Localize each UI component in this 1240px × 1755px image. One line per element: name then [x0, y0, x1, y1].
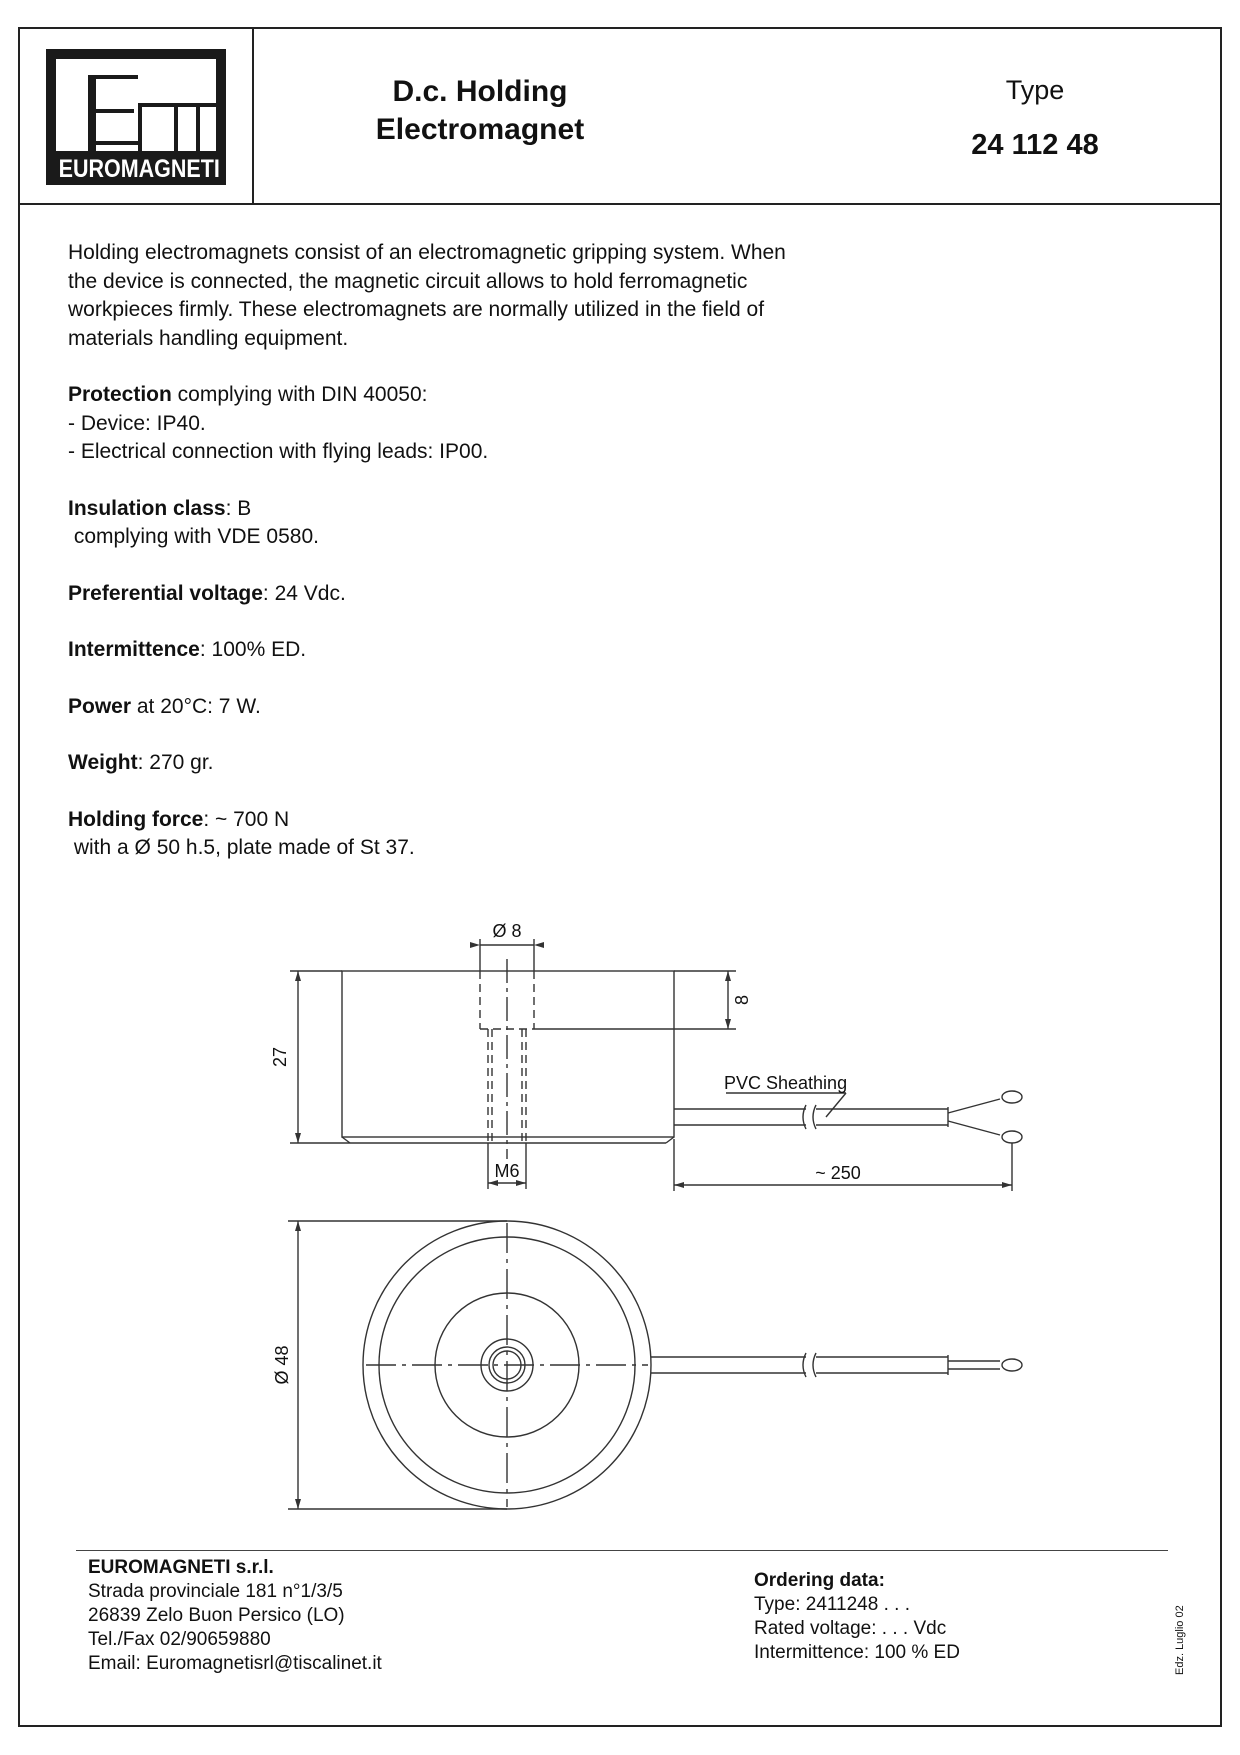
logo-text: EUROMAGNETI — [58, 155, 220, 183]
power-value: at 20°C: 7 W. — [131, 694, 261, 718]
side-view — [290, 939, 1022, 1191]
protection-text: complying with DIN 40050: — [171, 383, 428, 406]
top-view — [288, 1221, 1022, 1509]
edition-note: Edz. Luglio 02 — [1174, 1605, 1186, 1675]
type-value: 24 112 48 — [971, 129, 1099, 161]
dim-height: 27 — [270, 1046, 290, 1068]
dim-thread: M6 — [494, 1161, 520, 1181]
company-phone: Tel./Fax 02/90659880 — [88, 1629, 271, 1650]
force-label: Holding force — [68, 807, 204, 831]
company-address: 26839 Zelo Buon Persico (LO) — [88, 1605, 345, 1626]
voltage-section — [68, 580, 868, 609]
voltage-label: Preferential voltage — [68, 581, 263, 605]
insulation-section — [68, 495, 868, 552]
dim-diameter: Ø 48 — [272, 1345, 292, 1385]
force-section — [68, 806, 868, 863]
intermittence-value: : 100% ED. — [199, 638, 307, 661]
protection-section — [68, 381, 868, 467]
euromagneti-logo — [46, 49, 226, 185]
type-label: Type — [1005, 75, 1065, 105]
footer-divider — [76, 1550, 1168, 1551]
ordering-title: Ordering data: — [754, 1570, 885, 1591]
em-logo-icon — [46, 49, 226, 153]
force-value: : ~ 700 N — [203, 807, 290, 831]
ordering-voltage: Rated voltage: . . . Vdc — [754, 1618, 947, 1639]
insulation-value: : B — [225, 496, 252, 520]
header — [20, 29, 1220, 205]
logo-cell — [20, 29, 254, 203]
intro-paragraph: Holding electromagnets consist of an electromagnetic gripping system. When the device is connected, the magnetic circuit allows to hold ferromagnetic workpieces firmly. These electromagnets are normally utilized in the field of materials handling equipment. — [68, 241, 786, 350]
intermittence-label: Intermittence — [68, 638, 200, 661]
weight-section — [68, 749, 868, 778]
company-info — [88, 1556, 382, 1676]
protection-item: - Electrical connection with flying leads: IP00. — [68, 440, 489, 463]
spec-content — [68, 239, 868, 891]
company-address: Strada provinciale 181 n°1/3/5 — [88, 1581, 343, 1602]
insulation-label: Insulation class — [68, 496, 226, 520]
technical-drawing — [20, 899, 1220, 1539]
protection-label: Protection — [68, 383, 172, 406]
company-email: Email: Euromagnetisrl@tiscalinet.it — [88, 1653, 382, 1674]
ordering-type: Type: 2411248 . . . — [754, 1594, 910, 1615]
intermittence-section — [68, 636, 868, 665]
dim-hole-depth: 8 — [732, 994, 752, 1006]
title-line-2: Electromagnet — [375, 113, 585, 146]
dim-hole-diameter: Ø 8 — [492, 921, 522, 941]
document-title — [350, 73, 610, 149]
weight-label: Weight — [68, 751, 138, 774]
ordering-data — [754, 1569, 960, 1665]
protection-item: - Device: IP40. — [68, 411, 206, 435]
weight-value: : 270 gr. — [137, 751, 214, 774]
force-note: with a Ø 50 h.5, plate made of St 37. — [68, 836, 415, 859]
power-section — [68, 693, 868, 722]
insulation-note: complying with VDE 0580. — [68, 525, 319, 548]
dim-cable-length: ~ 250 — [815, 1163, 861, 1183]
voltage-value: : 24 Vdc. — [262, 581, 346, 605]
cable-label: PVC Sheathing — [724, 1073, 848, 1093]
company-name: EUROMAGNETI s.r.l. — [88, 1557, 274, 1578]
page-frame — [18, 27, 1222, 1727]
ordering-intermittence: Intermittence: 100 % ED — [754, 1642, 960, 1663]
title-line-1: D.c. Holding — [392, 75, 568, 108]
power-label: Power — [68, 694, 132, 718]
